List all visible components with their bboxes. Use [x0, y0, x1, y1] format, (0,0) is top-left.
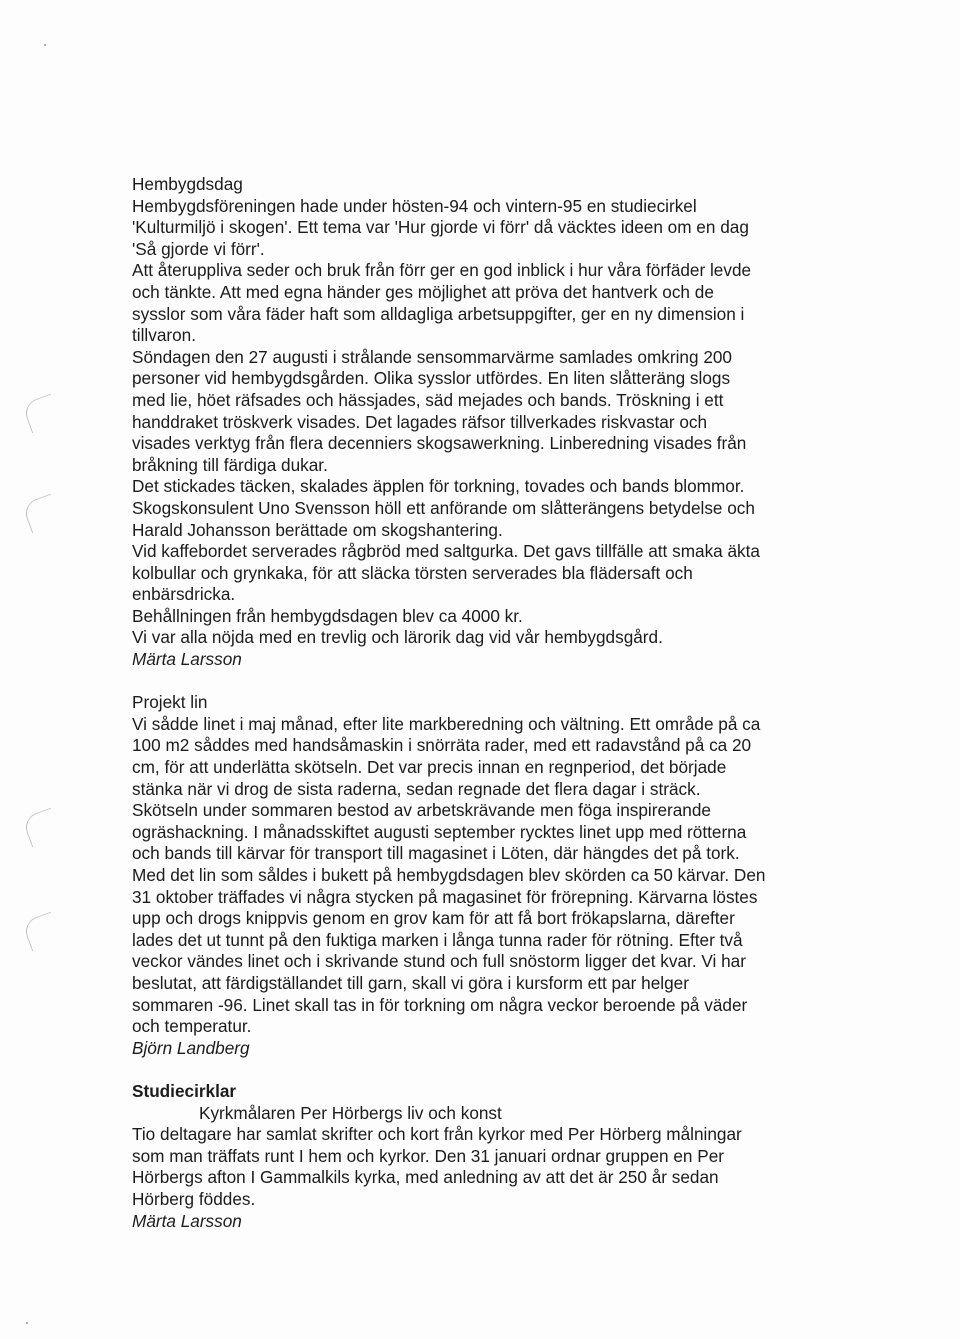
signature: Märta Larsson [132, 1210, 242, 1231]
section-hembygdsdag [132, 174, 832, 671]
punch-hole-mark [22, 494, 62, 534]
section-title: Projekt lin [132, 692, 208, 713]
punch-hole-mark [22, 394, 62, 434]
paragraph-gap [132, 671, 832, 693]
scan-speck [44, 44, 46, 46]
punch-hole-mark [22, 912, 62, 952]
signature: Märta Larsson [132, 649, 242, 670]
scan-speck [26, 1322, 28, 1324]
section-body: Vi sådde linet i maj månad, efter lite markberedning och vältning. Ett område på ca 100 m2 såddes med handsåmaskin i snörräta rader, med ett radavstånd på ca 20 cm, för att underlätta skötseln. Det var precis innan en regnperiod, det började stänka när vi drog de sista raderna, sedan regnade det flera dagar i sträck. Skötseln under sommaren bestod av arbetskrävande men föga inspirerande ogräshackning. I månadsskiftet augusti september rycktes linet upp med rötterna och bands till kärvar för transport till magasinet i Löten, där hängdes det på tork. Med det lin som såldes i bukett på hembygdsdagen blev skörden ca 50 kärvar. Den 31 oktober träffades vi några stycken på magasinet för frörepning. Kärvarna löstes upp och drogs knippvis genom en grov kam för att få bort frökapslarna, därefter lades det ut tunnt på den fuktiga marken i långa tunna rader för rötning. Efter två veckor vändes linet och i skrivande stund och full snöstorm ligger det kvar. Vi har beslutat, att färdigställandet till garn, skall vi göra i kursform ett par helger sommaren -96. Linet skall tas in för torkning om några veckor beroende på väder och temperatur. [132, 713, 766, 1037]
section-title: Hembygdsdag [132, 174, 243, 194]
section-projekt-lin [132, 692, 832, 1059]
document-body [132, 174, 832, 1232]
section-body: Hembygdsföreningen hade under hösten-94 och vintern-95 en studiecirkel 'Kulturmiljö i skogen'. Ett tema var 'Hur gjorde vi förr' då väcktes ideen om en dag 'Så gjorde vi förr'. Att återuppliva seder och bruk från förr ger en god inblick i hur våra förfäder levde och tänkte. Att med egna händer ges möjlighet att pröva det hantverk och de sysslor som våra fäder haft som alldagliga arbetsuppgifter, ger en ny dimension i tillvaron. Söndagen den 27 augusti i strålande sensommarvärme samlades omkring 200 personer vid hembygdsgården. Olika sysslor utfördes. En liten slåtteräng slogs med lie, höet räfsades och hässjades, säd mejades och bands. Tröskning i ett handdraket tröskverk visades. Det lagades räfsor tillverkades riskvastar och visades verktyg från flera decenniers skogsawerkning. Linberedning visades från bråkning till färdiga dukar. Det stickades täcken, skalades äpplen för torkning, tovades och bands blommor. Skogskonsulent Uno Svensson höll ett anförande om slåtterängens betydelse och Harald Johansson berättade om skogshantering. Vid kaffebordet serverades rågbröd med saltgurka. Det gavs tillfälle att smaka äkta kolbullar och grynkaka, för att släcka törsten serverades bla flädersaft och enbärsdricka. Behållningen från hembygdsdagen blev ca 4000 kr. Vi var alla nöjda med en trevlig och lärorik dag vid vår hembygdsgård. [132, 195, 760, 648]
signature: Björn Landberg [132, 1037, 250, 1058]
paragraph-gap [132, 1059, 832, 1081]
section-subtitle: Kyrkmålaren Per Hörbergs liv och konst [199, 1102, 502, 1123]
section-title: Studiecirklar [132, 1080, 237, 1101]
punch-hole-mark [22, 808, 62, 848]
section-studiecirklar [132, 1081, 832, 1232]
section-body: Tio deltagare har samlat skrifter och kort från kyrkor med Per Hörberg målningar som man träffats runt I hem och kyrkor. Den 31 januari ordnar gruppen en Per Hörbergs afton I Gammalkils kyrka, med anledning av att det är 250 år sedan Hörberg föddes. [132, 1124, 742, 1209]
